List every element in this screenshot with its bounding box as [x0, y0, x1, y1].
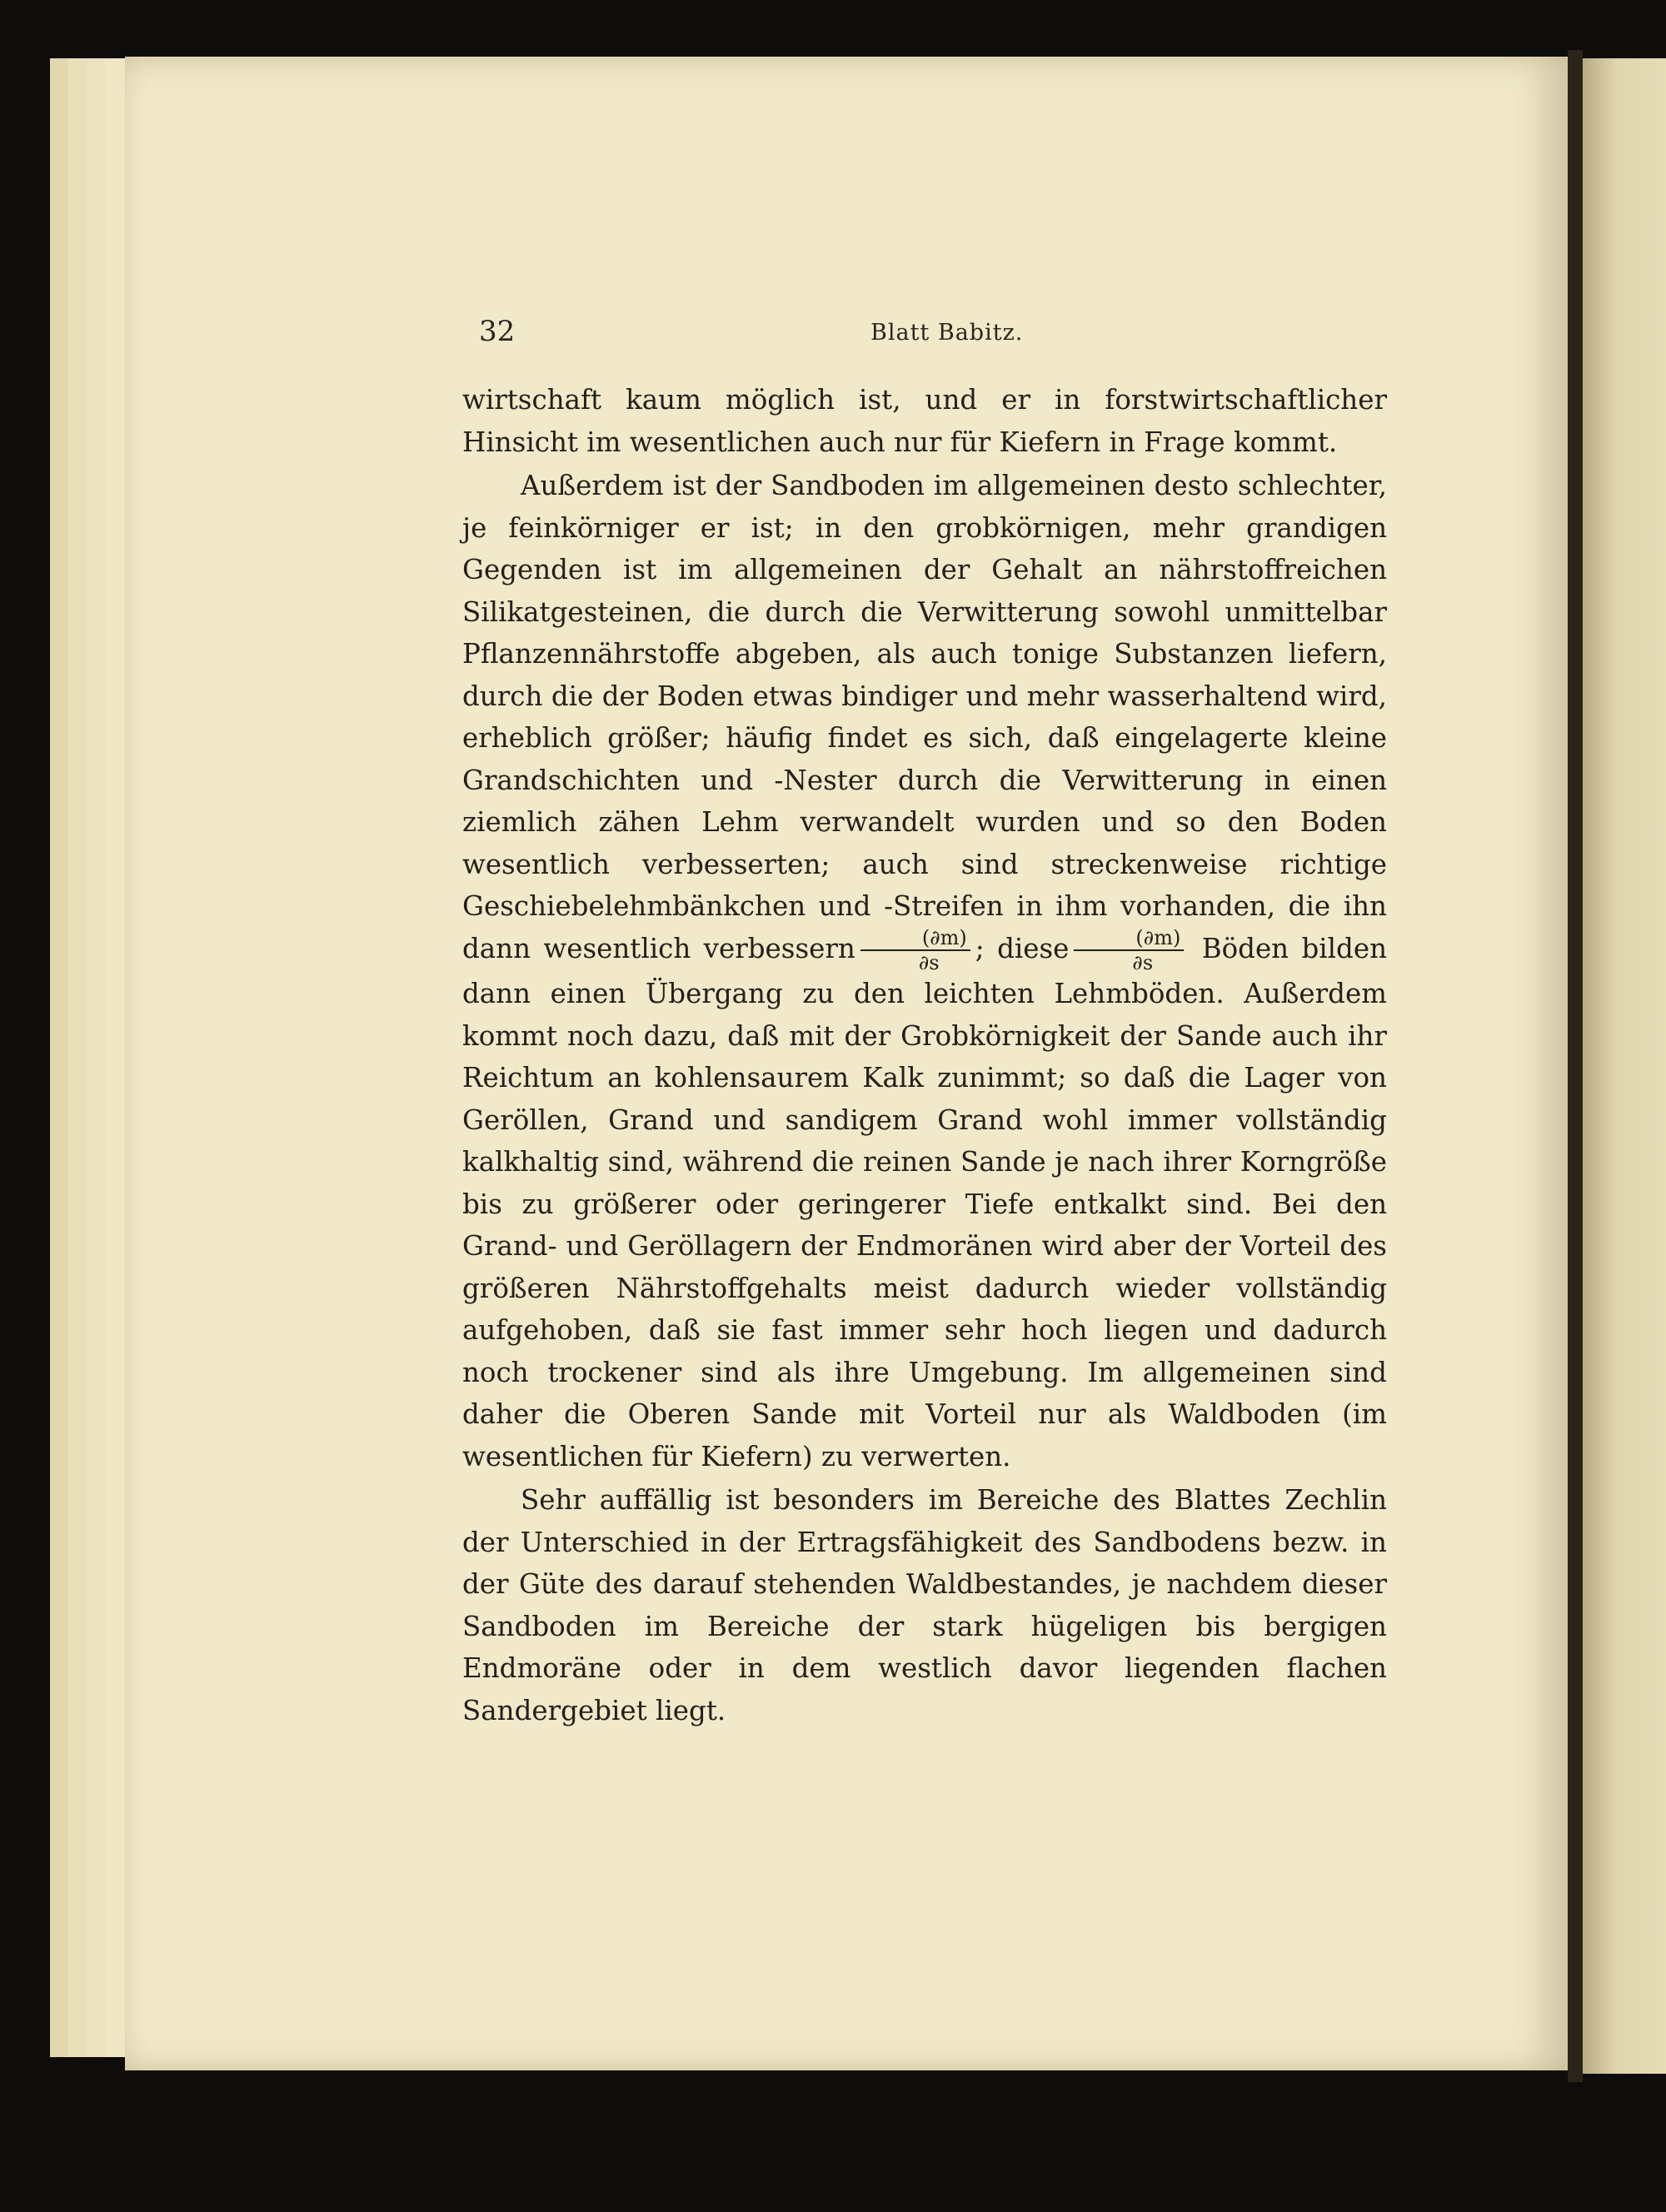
- page-edge: [87, 58, 107, 2057]
- fraction-numerator: (∂m): [860, 928, 970, 951]
- page-edge: [50, 58, 70, 2057]
- paragraph-2: [462, 465, 1387, 1477]
- fraction-denominator: ∂s: [918, 951, 940, 974]
- fraction-formula-1: [860, 928, 970, 973]
- page-number: 32: [479, 315, 516, 348]
- body-text: [462, 379, 1387, 1731]
- next-page-edge: [1583, 58, 1666, 2074]
- book-gutter: [1568, 50, 1583, 2082]
- running-head: [479, 315, 1412, 356]
- fraction-numerator: (∂m): [1074, 928, 1184, 951]
- page-edge: [68, 58, 88, 2057]
- paragraph-2-text-after: Böden bilden dann einen Übergang zu den leichten Lehmböden. Außerdem kommt noch dazu, daß mit der Grobkörnigkeit der Sande auch ihr Reichtum an kohlensaurem Kalk zunimmt; so daß die Lager von Geröllen, Grand und sandigem Grand wohl immer vollständig kalkhaltig sind, während die reinen Sande je nach ihrer Korngröße bis zu größerer oder geringerer Tiefe entkalkt sind. Bei den Grand- und Geröllagern der Endmoränen wird aber der Vorteil des größeren Nährstoffgehalts meist dadurch wieder vollständig aufgehoben, daß sie fast immer sehr hoch liegen und dadurch noch trockener sind als ihre Umgebung. Im allgemeinen sind daher die Oberen Sande mit Vorteil nur als Waldboden (im wesentlichen für Kiefern) zu verwerten.: [462, 932, 1388, 1472]
- fraction-denominator: ∂s: [1132, 951, 1154, 974]
- paragraph-2-text-before: Außerdem ist der Sandboden im allgemeinen desto schlechter, je feinkörniger er ist; in den grobkörnigen, mehr grandigen Gegenden ist im allgemeinen der Gehalt an nährstoffreichen Silikatgesteinen, die durch die Verwitterung sowohl unmittelbar Pflanzennährstoffe abgeben, als auch tonige Substanzen liefern, durch die der Boden etwas bindiger und mehr wasserhaltend wird, erheblich größer; häufig findet es sich, daß eingelagerte kleine Grandschichten und -Nester durch die Verwitterung in einen ziemlich zähen Lehm verwandelt wurden und so den Boden wesentlich verbesserten; auch sind streckenweise richtige Geschiebelehmbänkchen und -Streifen in ihm vorhanden, die ihn dann wesentlich verbessern: [462, 470, 1387, 964]
- running-title: Blatt Babitz.: [870, 320, 1024, 346]
- paragraph-3: Sehr auffällig ist besonders im Bereiche des Blattes Zechlin der Unterschied in der Ertragsfähigkeit des Sandbodens bezw. in der Güte des darauf stehenden Waldbestandes, je nachdem dieser Sandboden im Bereiche der stark hügeligen bis bergigen Endmoräne oder in dem westlich davor liegenden flachen Sandergebiet liegt.: [462, 1484, 1387, 1726]
- fraction-formula-2: [1074, 928, 1184, 973]
- paragraph-2-text-middle: ; diese: [975, 932, 1070, 964]
- page-edge: [105, 58, 127, 2057]
- paragraph-1: wirtschaft kaum möglich ist, und er in forstwirtschaftlicher Hinsicht im wesentlichen auch nur für Kiefern in Frage kommt.: [462, 384, 1387, 458]
